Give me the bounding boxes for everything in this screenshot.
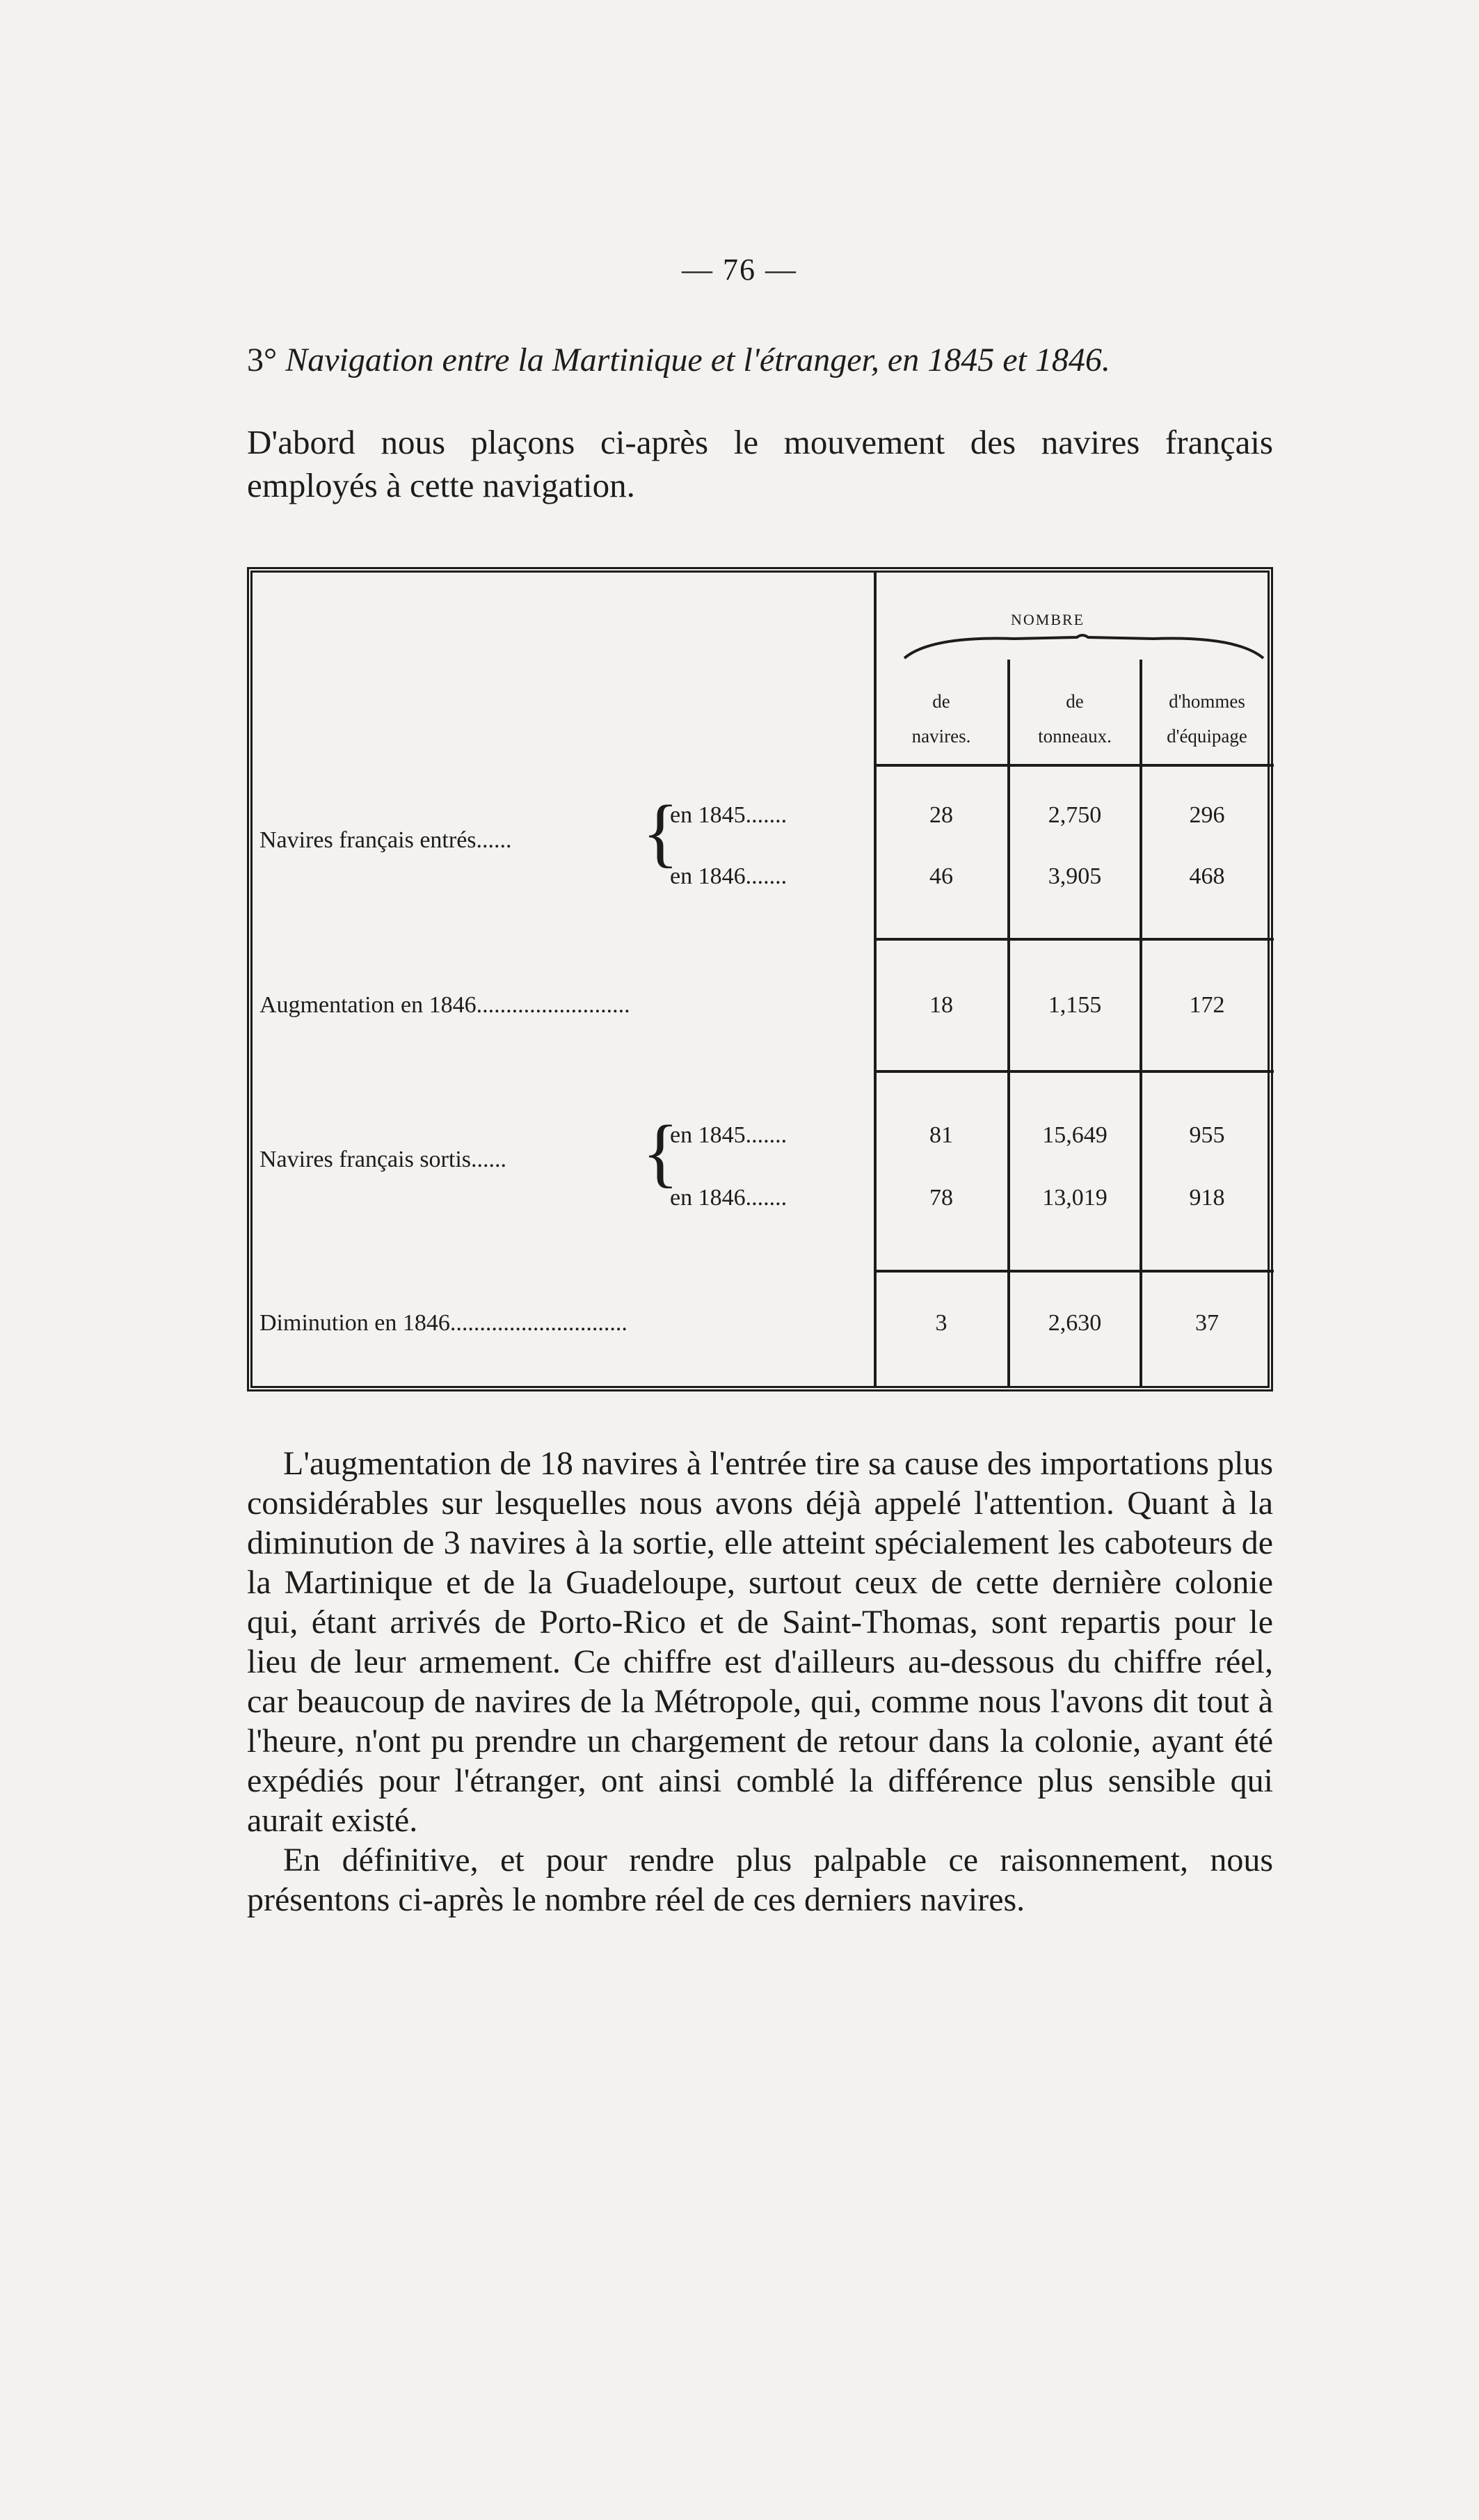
group-header: NOMBRE: [1011, 611, 1085, 628]
entered-1845-navires: 28: [929, 802, 953, 828]
exited-1846-navires: 78: [929, 1185, 953, 1211]
navigation-table: [247, 567, 1273, 1391]
exited-1845: en 1845.......: [670, 1122, 788, 1148]
entered-1845: en 1845.......: [670, 802, 788, 828]
col-navires-top: de: [932, 691, 950, 712]
col-tonneaux-top: de: [1066, 691, 1084, 712]
header-rule: [874, 764, 1274, 767]
paragraph: En définitive, et pour rendre plus palpable ce raisonnement, nous présentons ci-après le nombre réel de ces derniers navires.: [247, 1842, 1273, 1918]
entered-brace: {: [642, 790, 679, 875]
col-equipage-top: d'hommes: [1169, 691, 1245, 712]
augmentation-hommes: 172: [1189, 992, 1225, 1018]
row-rule: [874, 938, 1274, 941]
section-title: Navigation entre la Martinique et l'étranger, en 1845 et 1846.: [285, 342, 1110, 378]
exited-1846: en 1846.......: [670, 1185, 788, 1211]
row-rule: [874, 1070, 1274, 1073]
col-tonneaux-bottom: tonneaux.: [1038, 726, 1112, 747]
column-divider: [1140, 660, 1142, 1386]
section-heading: [247, 341, 1273, 379]
diminution-navires: 3: [935, 1310, 948, 1336]
page-number: — 76 —: [682, 253, 797, 287]
entered-1845-tonneaux: 2,750: [1048, 802, 1102, 828]
augmentation-label: Augmentation en 1846..........................: [259, 992, 630, 1018]
col-navires-bottom: navires.: [911, 726, 971, 747]
diminution-hommes: 37: [1195, 1310, 1219, 1336]
entered-1846-hommes: 468: [1189, 863, 1225, 889]
body-text: [247, 1444, 1273, 1920]
exited-1845-tonneaux: 15,649: [1042, 1122, 1108, 1148]
row-rule: [874, 1270, 1274, 1273]
exited-label: Navires français sortis......: [259, 1147, 507, 1172]
exited-1846-tonneaux: 13,019: [1042, 1185, 1108, 1211]
augmentation-tonneaux: 1,155: [1048, 992, 1102, 1018]
augmentation-navires: 18: [929, 992, 953, 1018]
entered-1846: en 1846.......: [670, 863, 788, 889]
section-number: 3°: [247, 342, 278, 378]
diminution-tonneaux: 2,630: [1048, 1310, 1102, 1336]
intro-paragraph: D'abord nous plaçons ci-après le mouvement des navires français employés à cette navigation.: [247, 423, 1273, 504]
entered-label: Navires français entrés......: [259, 827, 512, 853]
exited-1845-navires: 81: [929, 1122, 953, 1148]
paragraph: L'augmentation de 18 navires à l'entrée tire sa cause des importations plus considérables sur lesquelles nous avons déjà appelé l'attention. Quant à la diminution de 3 navires à la sortie, elle atteint spécialement les caboteurs de la Martinique et de la Guadeloupe, surtout ceux de cette dernière colonie qui, étant arrivés de Porto-Rico et de Saint-Thomas, sont repartis pour le lieu de leur armement. Ce chiffre est d'ailleurs au-dessous du chiffre réel, car beaucoup de navires de la Métropole, qui, comme nous l'avons dit tout à l'heure, n'ont pu prendre un chargement de retour dans la colonie, ayant été expédiés pour l'étranger, ont ainsi comblé la différence plus sensible qui aurait existé.: [247, 1445, 1273, 1839]
col-equipage-bottom: d'équipage: [1167, 726, 1247, 747]
header-brace: [903, 632, 1265, 660]
exited-brace: {: [642, 1110, 679, 1195]
column-divider: [1007, 660, 1010, 1386]
diminution-label: Diminution en 1846..............................: [259, 1310, 627, 1336]
exited-1846-hommes: 918: [1189, 1185, 1225, 1211]
exited-1845-hommes: 955: [1189, 1122, 1225, 1148]
entered-1846-navires: 46: [929, 863, 953, 889]
entered-1845-hommes: 296: [1189, 802, 1225, 828]
entered-1846-tonneaux: 3,905: [1048, 863, 1102, 889]
